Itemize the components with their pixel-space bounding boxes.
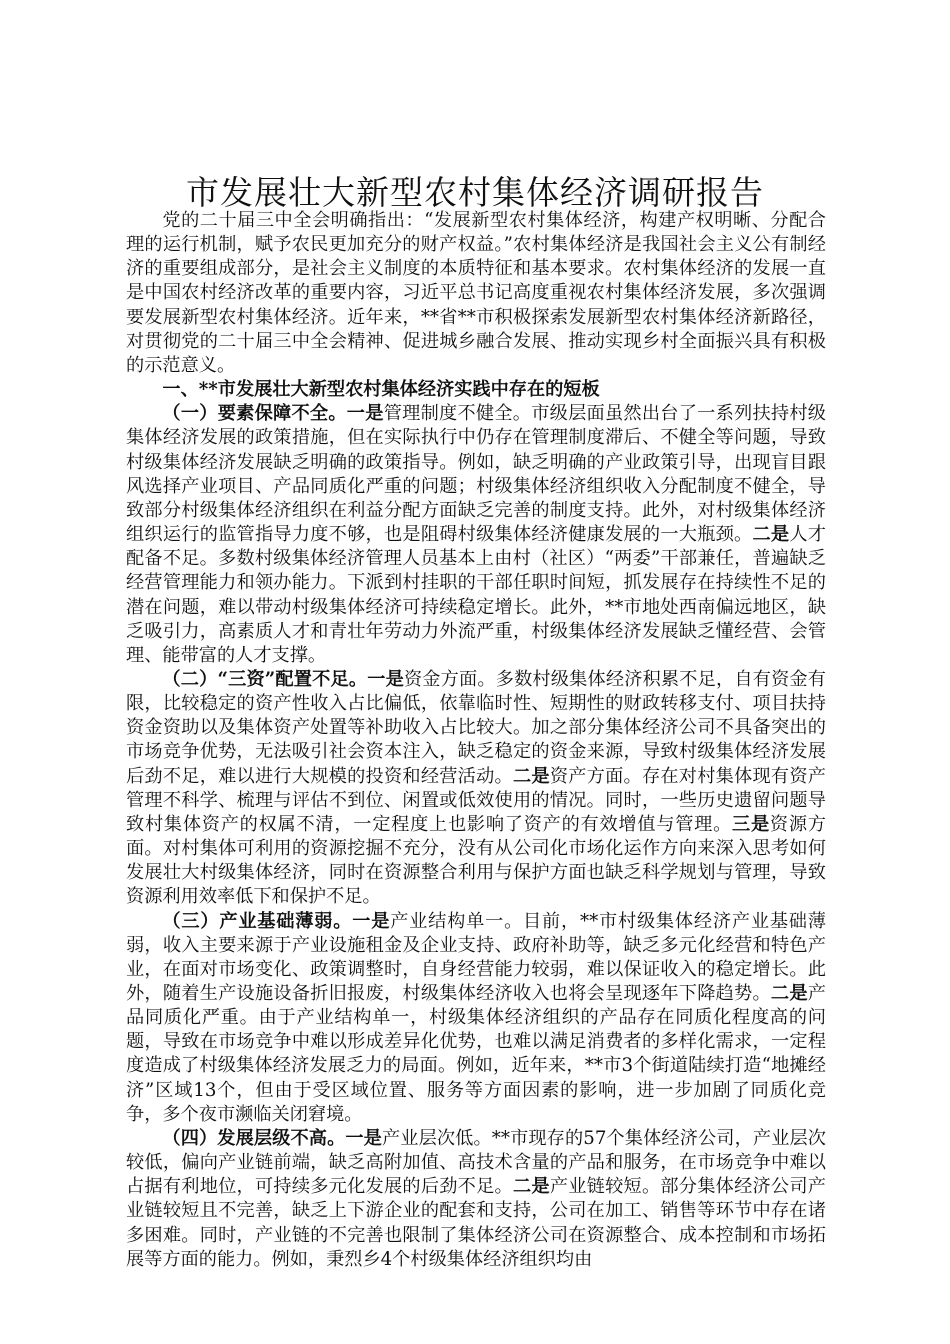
point-label: 一是	[345, 1127, 382, 1149]
paragraph-industry-base	[126, 910, 826, 1127]
report-title: 市发展壮大新型农村集体经济调研报告	[186, 173, 764, 212]
point-text: 产业链较短。部分集体经济公司产业链较短且不完善，缺乏上下游企业的配套和支持，公司在加工、销售等环节中存在诸多困难。同时，产业链的不完善也限制了集体经济公司在资源整合、成本控制和市场拓展等方面的能力。例如，秉烈乡4个村级集体经济组织均由	[126, 1176, 826, 1270]
point-label: 二是	[752, 524, 790, 546]
report-body	[126, 209, 826, 1272]
point-label: 二是	[770, 983, 808, 1004]
paragraph-factor-guarantee	[126, 402, 826, 668]
point-text: 人才配备不足。多数村级集体经济管理人员基本上由村（社区）“两委”干部兼任，普遍缺乏经营管理能力和领办能力。下派到村挂职的干部任职时间短，抓发展存在持续性不足的潜在问题，难以带动村级集体经济可持续稳定增长。此外，**市地处西南偏远地区，缺乏吸引力，高素质人才和青壮年劳动力外流严重，村级集体经济发展缺乏懂经营、会管理、能带富的人才支撑。	[126, 524, 826, 666]
point-text: 资源方面。对村集体可利用的资源挖掘不充分，没有从公司化市场化运作方向来深入思考如何发展壮大村级集体经济，同时在资源整合利用与保护方面也缺乏科学规划与管理，导致资源利用效率低下和保护不足。	[126, 813, 826, 908]
point-label: 一是	[352, 910, 391, 932]
point-text: 产业结构单一。目前，**市村级集体经济产业基础薄弱，收入主要来源于产业设施租金及企业支持、政府补助等，缺乏多元化经营和特色产业，在面对市场变化、政策调整时，自身经营能力较弱，难以保证收入的稳定增长。此外，随着生产设施设备折旧报废，村级集体经济收入也将会呈现逐年下降趋势。	[126, 910, 826, 1004]
point-label: 一是	[346, 403, 384, 425]
point-label: 三是	[732, 813, 770, 835]
point-text: 产业层次低。**市现存的57个集体经济公司，产业层次较低，偏向产业链前端，缺乏高附加值、高技术含量的产品和服务，在市场竞争中难以占据有利地位，可持续多元化发展的后劲不足。	[126, 1127, 826, 1198]
subheading-2: （二）“三资”配置不足。	[162, 668, 368, 690]
point-text: 资产方面。存在对村集体现有资产管理不科学、梳理与评估不到位、闲置或低效使用的情况。同时，一些历史遗留问题导致村集体资产的权属不清，一定程度上也影响了资产的有效增值与管理。	[126, 765, 826, 835]
subheading-3: （三）产业基础薄弱。	[162, 910, 353, 932]
paragraph-three-assets	[126, 668, 826, 910]
subheading-1: （一）要素保障不全。	[162, 403, 347, 425]
paragraph-development-level	[126, 1127, 826, 1272]
point-label: 二是	[512, 765, 550, 787]
point-text: 资金方面。多数村级集体经济积累不足，自有资金有限，比较稳定的资产性收入占比偏低，依靠临时性、短期性的财政转移支付、项目扶持资金资助以及集体资产处置等补助收入占比较大。加之部分集体经济公司不具备突出的市场竞争优势，无法吸引社会资本注入，缺乏稳定的资金来源，导致村级集体经济发展后劲不足，难以进行大规模的投资和经营活动。	[126, 668, 826, 787]
point-label: 一是	[367, 668, 404, 690]
point-text: 产品同质化严重。由于产业结构单一，村级集体经济组织的产品存在同质化程度高的问题，导致在市场竞争中难以形成差异化优势，也难以满足消费者的多样化需求，一定程度造成了村级集体经济发展乏力的局面。例如，近年来，**市3个街道陆续打造“地摊经济”区域13个，但由于受区域位置、服务等方面因素的影响，进一步加剧了同质化竞争，多个夜市濒临关闭窘境。	[126, 983, 826, 1125]
section-heading-1: 一、**市发展壮大新型农村集体经济实践中存在的短板	[162, 379, 600, 401]
subheading-4: （四）发展层级不高。	[162, 1127, 346, 1149]
point-label: 二是	[512, 1176, 550, 1198]
point-text: 管理制度不健全。市级层面虽然出台了一系列扶持村级集体经济发展的政策措施，但在实际执行中仍存在管理制度滞后、不健全等问题，导致村级集体经济发展缺乏明确的政策指导。例如，缺乏明确的产业政策引导，出现盲目跟风选择产业项目、产品同质化严重的问题；村级集体经济组织收入分配制度不健全，导致部分村级集体经济组织在利益分配方面缺乏完善的制度支持。此外，对村级集体经济组织运行的监管指导力度不够，也是阻碍村级集体经济健康发展的一大瓶颈。	[126, 403, 826, 546]
intro-paragraph: 党的二十届三中全会明确指出：“发展新型农村集体经济，构建产权明晰、分配合理的运行机制，赋予农民更加充分的财产权益。”农村集体经济是我国社会主义公有制经济的重要组成部分，是社会主义制度的本质特征和基本要求。农村集体经济的发展一直是中国农村经济改革的重要内容，习近平总书记高度重视农村集体经济发展，多次强调要发展新型农村集体经济。近年来，**省**市积极探索发展新型农村集体经济新路径，对贯彻党的二十届三中全会精神、促进城乡融合发展、推动实现乡村全面振兴具有积极的示范意义。	[126, 210, 826, 376]
